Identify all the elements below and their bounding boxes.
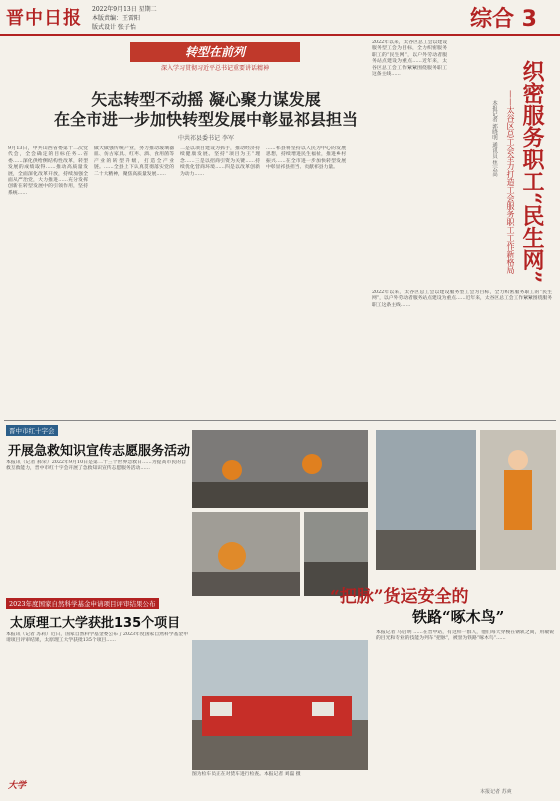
issue-date: 2022年9月13日 星期二 — [92, 6, 157, 13]
railway-photo-caption: 图为检车员正在对货车进行检查。本报记者 刘磊 摄 — [192, 772, 301, 777]
worker-photo-right — [480, 430, 556, 570]
train-photo — [192, 640, 368, 770]
feature-headline — [36, 90, 376, 130]
railway-title-line2: 铁路“啄木鸟” — [412, 608, 505, 626]
designer-credit: 版式设计 张子怡 — [92, 24, 136, 31]
section-label: 综合 3 — [470, 7, 537, 32]
feature-headline-line1: 矢志转型不动摇 凝心聚力谋发展 — [91, 90, 321, 109]
feature-byline: 中共祁县委书记 李军 — [178, 135, 234, 142]
university-stamp: 大学 — [8, 781, 27, 791]
feature-body-col1: 9月13日，中共山西省委第十二次党代会，全会确定的目标任务…省委……深化供给侧结构性改革，转型发展的成绩取得……推动高质量发展，全面深化改革开放，持续加强全面从严治党，大力推进……充分发挥创新在转型发展中的引领作用，坚持系统…… — [8, 146, 88, 196]
feature-body-col2: 做大做强传统产业，努力推动玻璃器皿、仿古家具、红枣、酒、食用菌等产业的转型升级，打造全产业链。……全县上下认真贯彻落实党的二十大精神，聚焦高质量发展…… — [94, 146, 174, 177]
culture-body: 本报讯（记者 郝荣）2022年9月10日是第二十三个世界急救日……为提高市民的自救互救能力，晋中市红十字会开展了急救知识宣传志愿服务活动…… — [6, 460, 186, 472]
side-feature-body: 2022年以来，太谷区总工会以建设服务型工会为目标，全力织密服务职工的“民生网”，以户外劳动者服务站点建设为重点……近年来，太谷区总工会工作紧紧围绕服务职工这条主线…… — [372, 40, 447, 78]
editor-credit: 本版责编：王雷阳 — [92, 15, 141, 22]
science-kicker: 2023年度国家自然科学基金申请项目评审结果公布 — [6, 598, 159, 609]
side-feature-byline: 本报记者 郭晓明 通讯员 焦云高 — [491, 100, 497, 177]
feature-ribbon-sub: 深入学习贯彻习近平总书记重要讲话精神 — [160, 65, 269, 72]
side-feature-subtitle: ——太谷区总工会全力打造工会服务职工工作新格局 — [506, 90, 515, 274]
culture-kicker: 晋中市红十字会 — [6, 425, 58, 436]
feature-ribbon: 转型在前列 — [130, 42, 300, 62]
worker-photo-rail — [376, 430, 476, 570]
worker-photo-top — [192, 430, 368, 508]
railway-body: 本报记者 马启明 ……在晋中站，有这样一群人，他们每天穿梭在钢轨之间，用敏锐的目光和专业的技能为列车“把脉”，被誉为铁路“啄木鸟”…… — [376, 630, 554, 642]
feature-headline-line2: 在全市进一步加快转型发展中彰显祁县担当 — [53, 110, 358, 129]
newspaper-logo: 晋中日报 — [6, 8, 82, 29]
railway-title-line1: “把脉”货运安全的 — [330, 587, 469, 607]
worker-photo-left — [192, 512, 300, 596]
section-divider — [4, 420, 556, 421]
side-feature-body-lower: 2022年以来，太谷区总工会以建设服务型工会为目标，全力织密服务职工的“民生网”，以户外劳动者服务站点建设为重点……近年来，太谷区总工会工作紧紧围绕服务职工这条主线…… — [372, 290, 552, 308]
science-headline: 太原理工大学获批135个项目 — [10, 616, 181, 631]
culture-headline: 开展急救知识宣传志愿服务活动 — [8, 444, 191, 459]
masthead-meta — [92, 5, 157, 32]
side-feature-title: 织密服务职工“民生网” — [519, 60, 545, 284]
feature-body-col4: ……祁县将坚持以人民为中心的发展思想，持续增进民生福祉，推进乡村振兴……在全市进一步加快转型发展中彰显祁县担当、贡献祁县力量。 — [266, 146, 346, 171]
feature-body-col3: 二是以项目建设为抓手，推动经济持续健康发展。坚持“项目为王”理念……三是以招商引资为关键……持续优化营商环境……四是以改革创新为动力…… — [180, 146, 260, 177]
science-body: 本报讯（记者 苏莉）近日，国家自然科学基金委公布了2023年度国家自然科学基金申请项目评审结果，太原理工大学获批135个项目…… — [6, 632, 188, 644]
railway-byline: 本报记者 苏爽 — [480, 789, 512, 795]
